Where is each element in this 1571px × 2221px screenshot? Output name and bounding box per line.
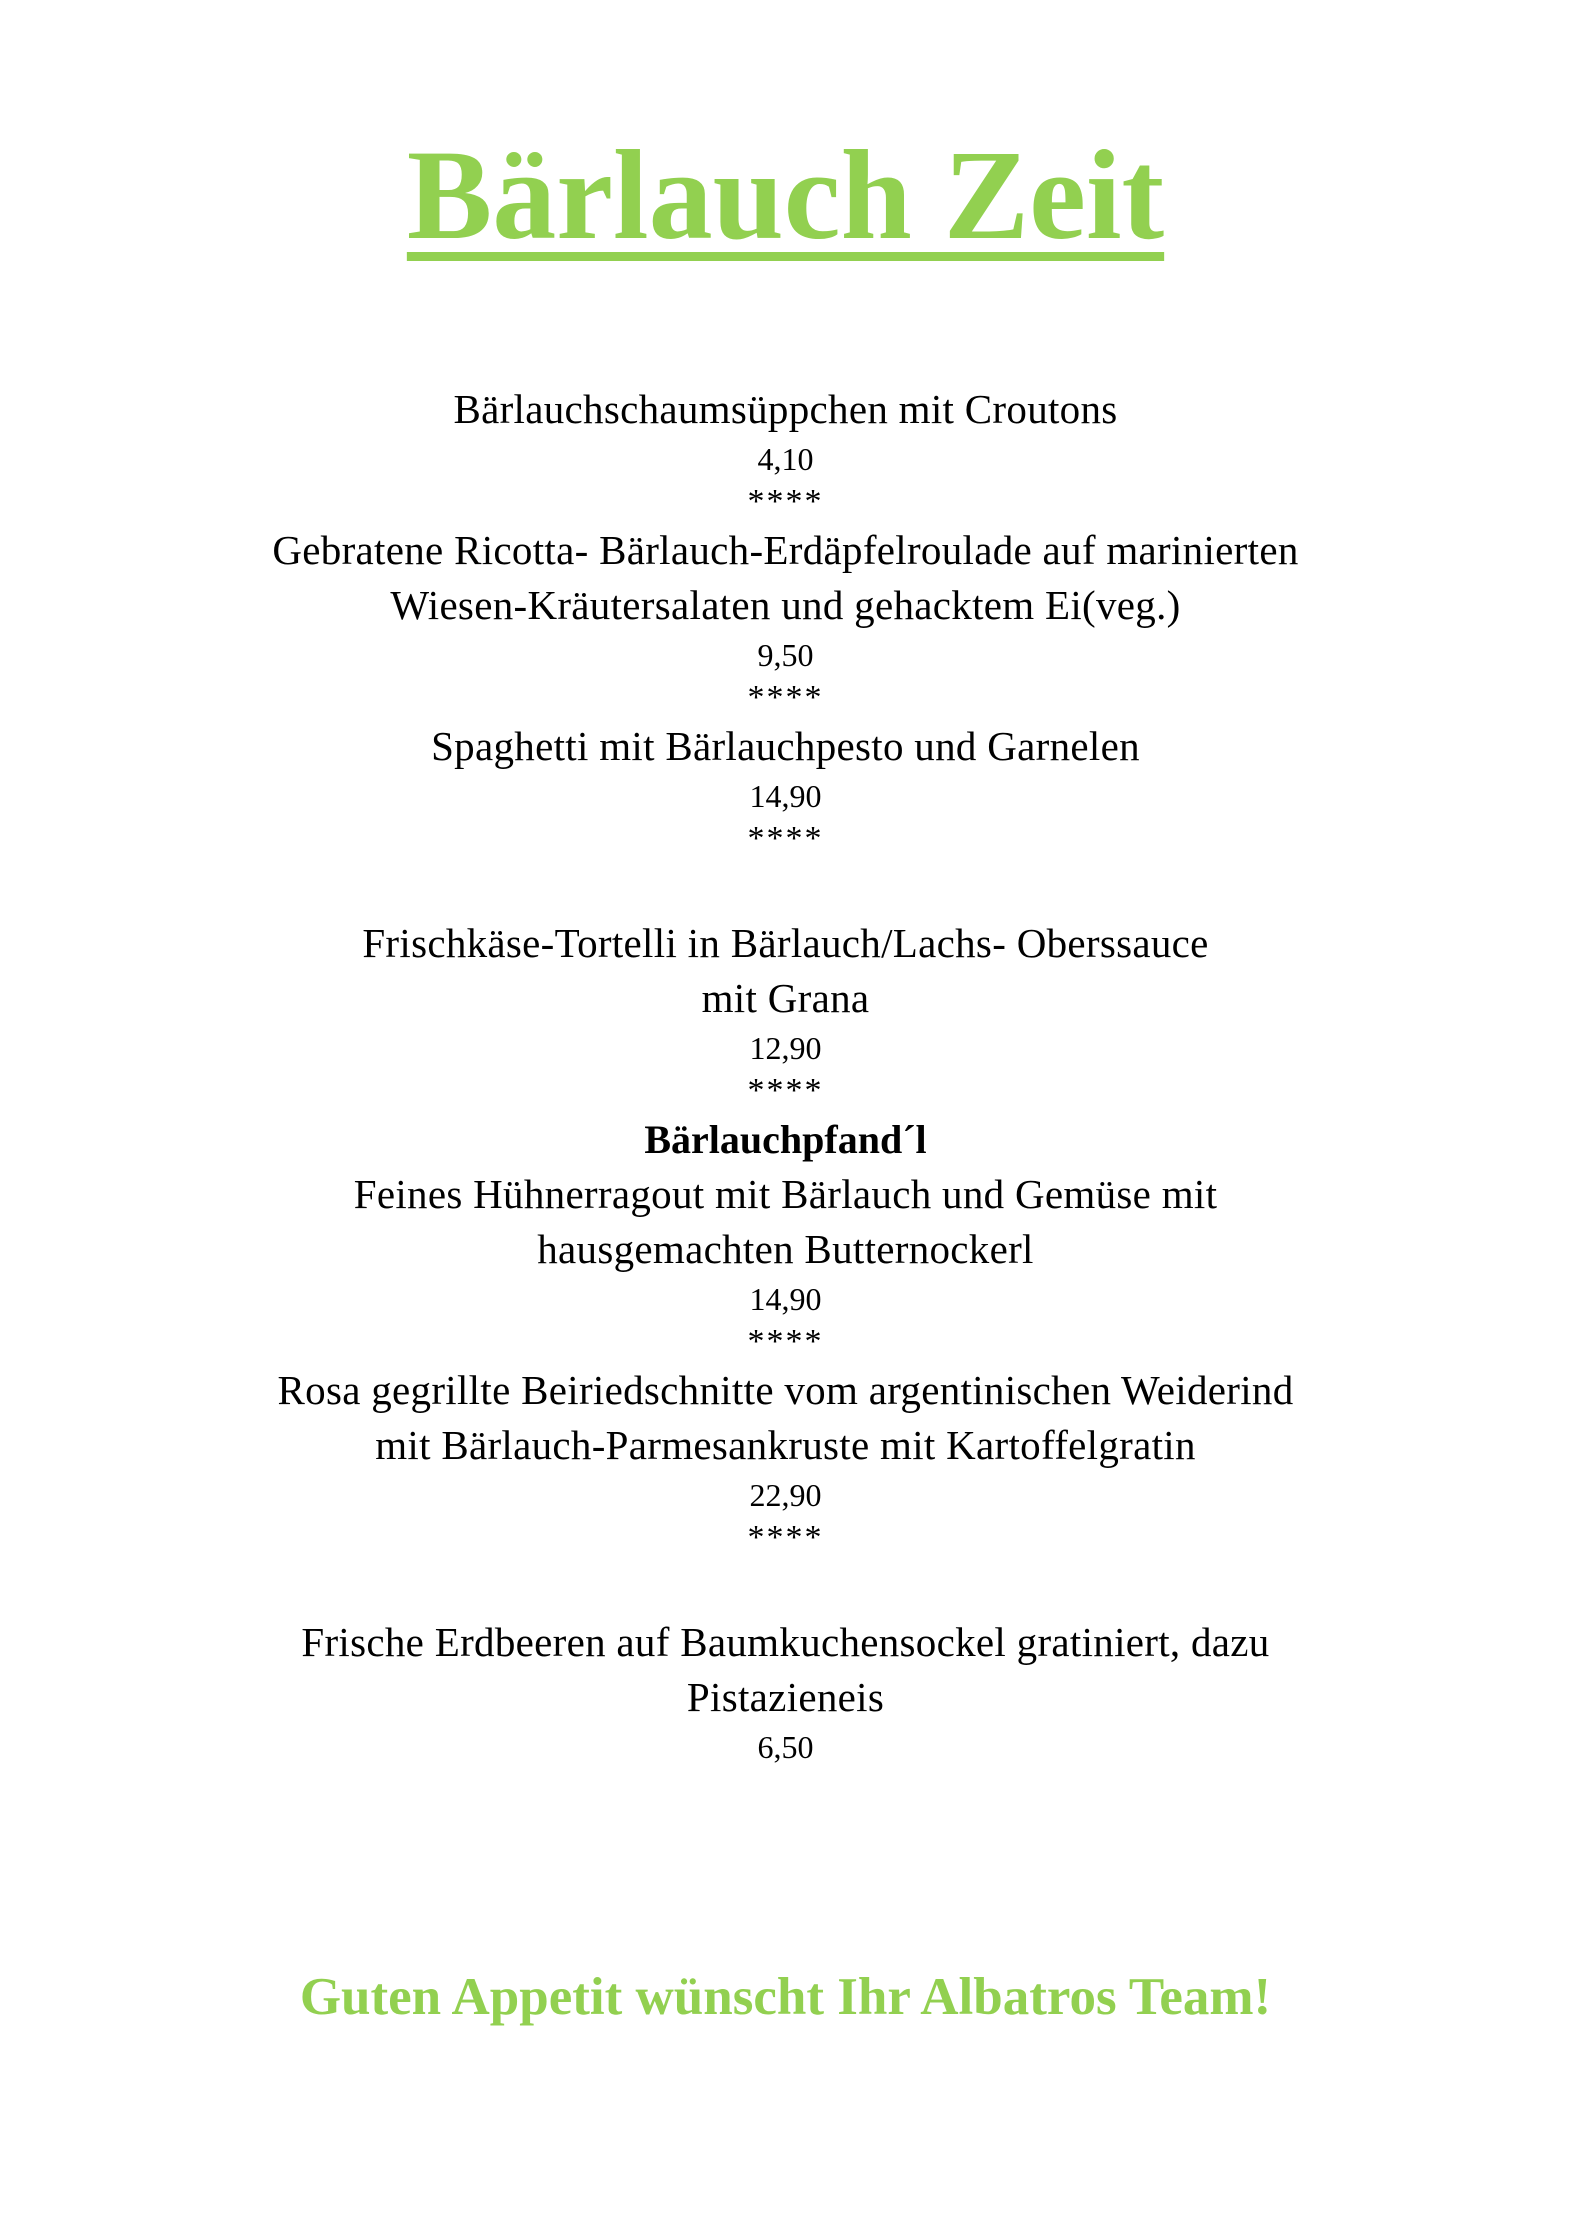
separator: **** [747, 1072, 824, 1109]
menu-list [0, 382, 1571, 1769]
dish-price: 14,90 [749, 778, 822, 814]
menu-item-pfandl [0, 1112, 1571, 1363]
dish-price: 9,50 [757, 637, 814, 673]
dish-price: 14,90 [749, 1281, 822, 1317]
dish-description: hausgemachten Butternockerl [537, 1226, 1034, 1272]
separator: **** [747, 1519, 824, 1556]
menu-item-dessert [0, 1615, 1571, 1769]
dish-price: 22,90 [749, 1477, 822, 1513]
dish-price: 4,10 [757, 441, 814, 477]
dish-description: mit Grana [701, 975, 870, 1021]
spacer [0, 860, 1571, 916]
dish-description: Gebratene Ricotta- Bärlauch-Erdäpfelroulade auf marinierten [272, 527, 1299, 573]
page-title-text: Bärlauch Zeit [406, 124, 1165, 266]
separator: **** [747, 679, 824, 716]
dish-description: Spaghetti mit Bärlauchpesto und Garnelen [431, 723, 1140, 769]
separator: **** [747, 820, 824, 857]
menu-item-soup [0, 382, 1571, 523]
page-title [0, 125, 1571, 265]
separator: **** [747, 1323, 824, 1360]
menu-item-spaghetti [0, 719, 1571, 860]
dish-description: Bärlauchschaumsüppchen mit Croutons [453, 386, 1118, 432]
dish-description: Frische Erdbeeren auf Baumkuchensockel gratiniert, dazu [301, 1619, 1270, 1665]
dish-price: 6,50 [757, 1729, 814, 1765]
dish-name: Bärlauchpfand´l [644, 1117, 927, 1162]
dish-description: Rosa gegrillte Beiriedschnitte vom argentinischen Weiderind [277, 1367, 1294, 1413]
dish-price: 12,90 [749, 1030, 822, 1066]
menu-item-beiried [0, 1363, 1571, 1559]
dish-description: Frischkäse-Tortelli in Bärlauch/Lachs- Oberssauce [362, 920, 1209, 966]
dish-description: Wiesen-Kräutersalaten und gehacktem Ei(veg.) [390, 582, 1181, 628]
dish-description: Pistazieneis [686, 1674, 885, 1720]
separator: **** [747, 483, 824, 520]
dish-description: Feines Hühnerragout mit Bärlauch und Gemüse mit [353, 1171, 1218, 1217]
dish-description: mit Bärlauch-Parmesankruste mit Kartoffelgratin [375, 1422, 1196, 1468]
closing-greeting: Guten Appetit wünscht Ihr Albatros Team! [299, 1968, 1272, 2026]
menu-item-roulade [0, 523, 1571, 719]
menu-item-tortelli [0, 916, 1571, 1112]
spacer [0, 1559, 1571, 1615]
